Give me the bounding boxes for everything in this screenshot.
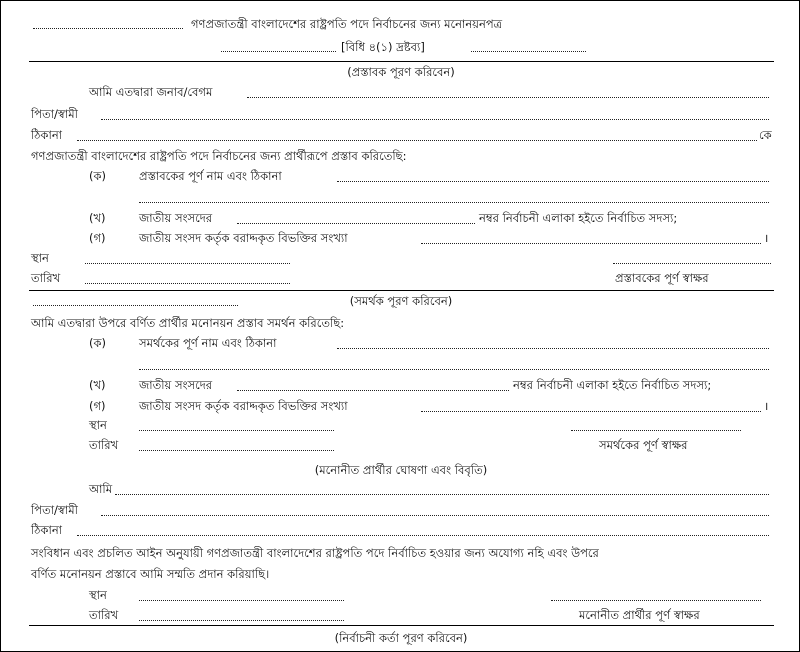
candidate-self-father-field[interactable] [101,515,769,516]
candidate-date-label: তারিখ [89,608,119,622]
candidate-signature-label: মনোনীত প্রার্থীর পূর্ণ স্বাক্ষর [579,608,700,622]
proposer-item-ga-marker: (গ) [89,231,106,245]
seconder-name-address-field[interactable] [337,348,769,349]
seconder-signature-line[interactable] [571,430,741,431]
form-title: গণপ্রজাতন্ত্রী বাংলাদেশের রাষ্ট্রপতি পদে নির্বাচনের জন্য মনোনয়নপত্র [191,17,503,31]
candidate-statement-line1: সংবিধান এবং প্রচলিত আইন অনুযায়ী গণপ্রজাতন্ত্রী বাংলাদেশের রাষ্ট্রপতি পদে নির্বাচিত হওয়ার জন্য অযোগ্য নহি এবং উপরে [31,546,599,560]
candidate-self-name-field[interactable] [115,494,769,495]
candidate-father-label: পিতা/স্বামী [31,503,78,517]
header-blank[interactable] [33,28,183,29]
proposer-name-address-field[interactable] [337,181,769,182]
seconder-item-ga-label: জাতীয় সংসদ কর্তৃক বরাদ্দকৃত বিভক্তির সংখ্যা [139,399,348,413]
candidate-heading: (মনোনীত প্রার্থীর ঘোষণা এবং বিবৃতি) [314,463,488,477]
proposer-date-field[interactable] [85,283,290,284]
proposer-division-count-field[interactable] [421,243,761,244]
seconder-name-address-field-2[interactable] [139,369,769,370]
address-suffix: কে [759,128,772,142]
proposer-date-label: তারিখ [31,271,61,285]
proposer-item-ga-end: । [764,231,769,245]
proposer-signature-label: প্রস্তাবকের পূর্ণ স্বাক্ষর [615,271,709,285]
proposer-intro-label: আমি এতদ্বারা জনাব/বেগম [89,85,213,99]
seconder-item-ga-end: । [764,399,769,413]
candidate-place-label: স্থান [89,588,107,602]
candidate-signature-line[interactable] [551,600,761,601]
rule-reference: [বিধি ৪(১) দ্রষ্টব্য] [341,40,425,54]
seconder-constituency-field[interactable] [237,390,509,391]
proposer-item-kha-label: জাতীয় সংসদের [139,211,213,225]
proposer-signature-line[interactable] [613,263,771,264]
proposer-statement: গণপ্রজাতন্ত্রী বাংলাদেশের রাষ্ট্রপতি পদে নির্বাচনের জন্য প্রার্থীরূপে প্রস্তাব করিতেছি: [31,149,407,163]
candidate-intro-label: আমি [89,482,113,496]
seconder-division-count-field[interactable] [421,411,761,412]
candidate-name-field[interactable] [247,97,769,98]
candidate-self-address-field[interactable] [77,535,769,536]
proposer-heading: (প্রস্তাবক পূরণ করিবেন) [347,65,455,79]
candidate-address-field[interactable] [77,140,757,141]
proposer-father-label: পিতা/স্বামী [31,107,78,121]
divider [29,625,774,626]
rule-ref-blank-right[interactable] [471,51,586,52]
candidate-address-label: ঠিকানা [31,523,63,537]
seconder-place-label: স্থান [89,418,107,432]
candidate-place-field[interactable] [139,600,344,601]
seconder-item-kha-label: জাতীয় সংসদের [139,378,213,392]
proposer-place-field[interactable] [85,263,290,264]
rule-ref-blank-left[interactable] [221,51,336,52]
seconder-date-field[interactable] [139,450,334,451]
proposer-constituency-field[interactable] [237,223,475,224]
seconder-item-ka-label: সমর্থকের পূর্ণ নাম এবং ঠিকানা [139,336,277,350]
proposer-item-ka-marker: (ক) [89,169,107,183]
returning-officer-heading: (নির্বাচনী কর্তা পূরণ করিবেন) [334,631,468,645]
proposer-name-address-field-2[interactable] [139,202,769,203]
proposer-address-label: ঠিকানা [31,128,63,142]
seconder-heading: (সমর্থক পূরণ করিবেন) [349,294,453,308]
proposer-item-ga-label: জাতীয় সংসদ কর্তৃক বরাদ্দকৃত বিভক্তির সংখ্যা [139,231,348,245]
proposer-place-label: স্থান [31,251,49,265]
seconder-item-ka-marker: (ক) [89,336,107,350]
seconder-statement: আমি এতদ্বারা উপরে বর্ণিত প্রার্থীর মনোনয়ন প্রস্তাব সমর্থন করিতেছি: [31,316,345,330]
seconder-item-ga-marker: (গ) [89,399,106,413]
seconder-place-field[interactable] [139,430,334,431]
proposer-item-kha-suffix: নম্বর নির্বাচনী এলাকা হইতে নির্বাচিত সদস্য; [479,211,678,225]
seconder-item-kha-marker: (খ) [89,378,106,392]
seconder-signature-label: সমর্থকের পূর্ণ স্বাক্ষর [599,438,688,452]
candidate-date-field[interactable] [139,620,344,621]
seconder-date-label: তারিখ [89,438,119,452]
proposer-item-ka-label: প্রস্তাবকের পূর্ণ নাম এবং ঠিকানা [139,169,282,183]
seconder-item-kha-suffix: নম্বর নির্বাচনী এলাকা হইতে নির্বাচিত সদস্য; [513,378,712,392]
candidate-father-field[interactable] [101,119,769,120]
proposer-item-kha-marker: (খ) [89,211,106,225]
divider [29,290,774,291]
candidate-statement-line2: বর্ণিত মনোনয়ন প্রস্তাবে আমি সম্মতি প্রদান করিয়াছি। [31,567,270,581]
divider [29,61,774,62]
